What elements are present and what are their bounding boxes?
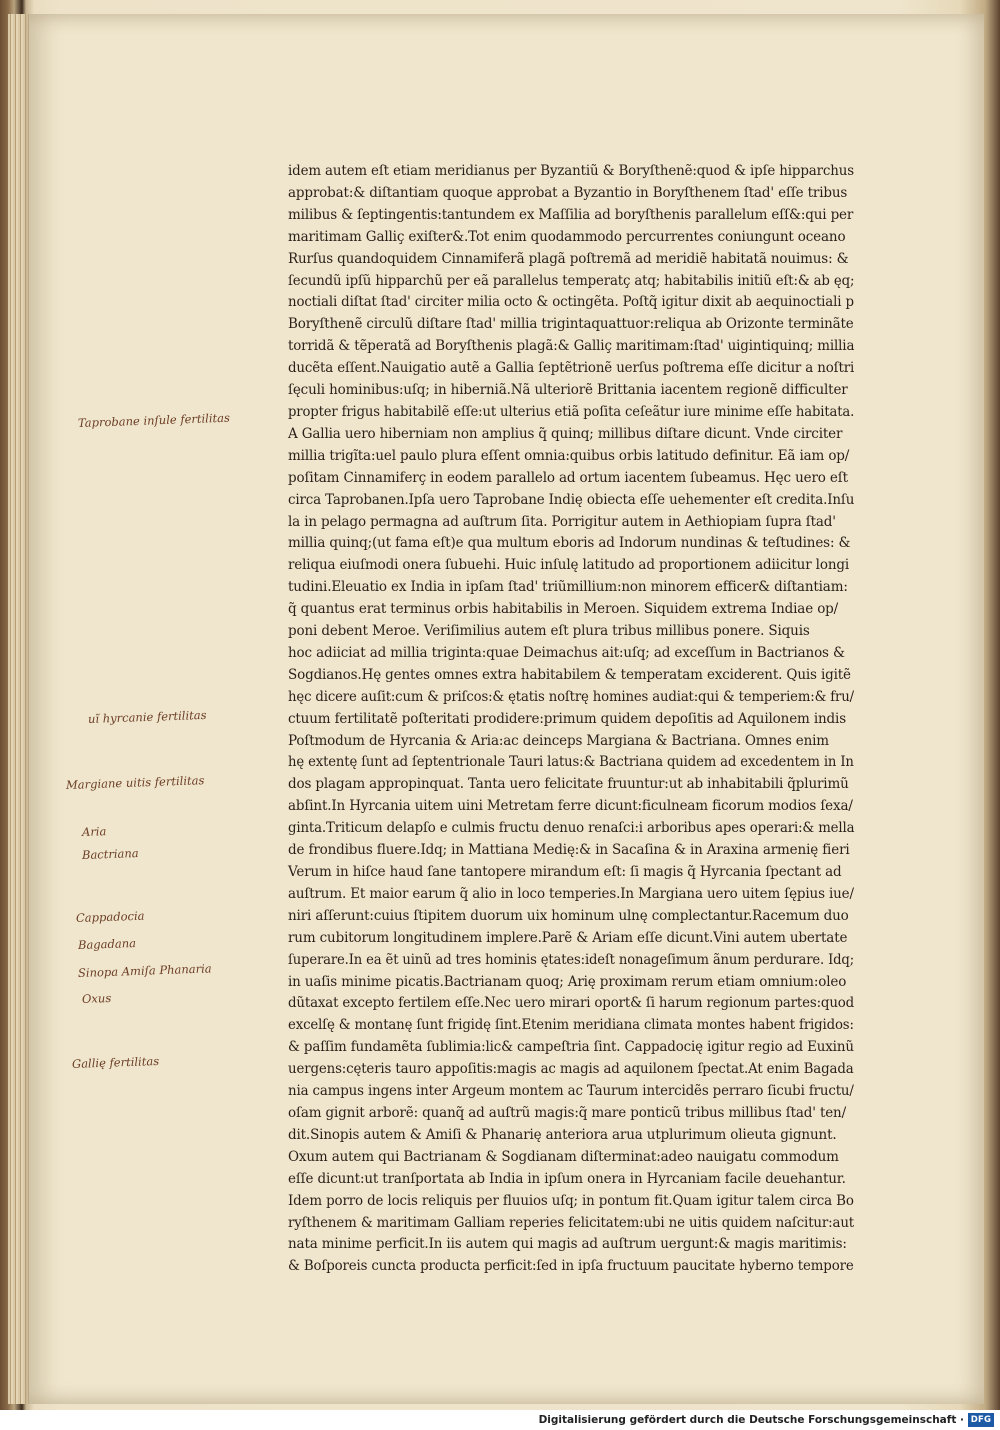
text-line: Oxum autem qui Bactrianam & Sogdianam diſterminat:adeo nauigatu commodum [288, 1148, 839, 1165]
text-line: dũtaxat excepto fertilem eſſe.Nec uero mirari oport& ſi harum regionum partes:quod [288, 995, 855, 1012]
text-line: hoc adiiciat ad millia triginta:quae Deimachus ait:uſq; ad exceſſum in Bactrianos & [288, 644, 845, 661]
text-line: dos plagam appropinquat. Tanta uero felicitate fruuntur:ut ab inhabitabili q̃plurimũ [288, 776, 849, 793]
page-edges [8, 14, 26, 1404]
margin-note-gallia: Gallię fertilitas [71, 1053, 160, 1071]
text-line: la in pelago permagna ad auſtrum ſita. Porrigitur autem in Aethiopiam ſupra ſtad' [288, 513, 836, 530]
text-line: & Boſporeis cuncta producta perficit:ſed in ipſa fructuum paucitate hyberno tempore [288, 1258, 854, 1275]
text-line: ſuperare.In ea ẽt uinũ ad tres hominis ętates:ideſt nonageſimum ãnum perdurare. Idq; [288, 951, 855, 968]
margin-note-hyrcania: uĩ hyrcanie fertilitas [87, 707, 207, 726]
text-line: circa Taprobanen.Ipſa uero Taprobane Indię obiecta eſſe uehementer eſt credita.Inſu [288, 491, 855, 508]
printed-text-block [288, 160, 854, 1277]
text-line: auſtrum. Et maior earum q̃ alio in loco temperies.In Margiana uero uitem ſępius iue/ [288, 885, 854, 902]
text-line: torridã & tẽperatã ad Boryſthenis plagã:& Galliç maritimam:ſtad' uigintiquinq; millia [288, 338, 855, 355]
text-line: hęc dicere auſit:cum & priſcos:& ętatis noſtrę homines audiat:qui & temperiem:& fru/ [288, 688, 854, 705]
text-line: ſecundũ ipſũ hipparchũ per eã parallelus temperatç atq; habitabilis initiũ eſt:& ab ęq; [288, 272, 855, 289]
margin-note-oxus: Oxus [81, 990, 112, 1006]
text-line: millia trigĩta:uel paulo plura eſſent omnia:quibus orbis latitudo definitur. Eã iam op/ [288, 447, 850, 464]
dfg-logo: DFG [968, 1413, 994, 1427]
text-line: maritimam Galliç exiſter&.Tot enim quodammodo percurrentes coniungunt oceano [288, 228, 846, 245]
text-line: Verum in hiſce haud ſane tantopere mirandum eſt: ſi magis q̃ Hyrcania ſpectant ad [288, 864, 842, 880]
text-line: abſint.In Hyrcania uitem uini Metretam ferre dicunt:ficulneam ficorum modios ſexa/ [288, 798, 853, 815]
text-line: ryſthenem & maritimam Galliam reperies felicitatem:ubi ne uitis quidem naſcitur:aut [288, 1214, 855, 1231]
text-line: idem autem eſt etiam meridianus per Byzantiũ & Boryſthenẽ:quod & ipſe hipparchus [288, 163, 854, 179]
text-line: nia campus ingens inter Argeum montem ac Taurum intercidẽs perraro ſicubi fructu/ [288, 1083, 854, 1100]
margin-note-bagadana: Bagadana [77, 935, 137, 952]
text-line: dit.Sinopis autem & Amiſi & Phanarię anteriora arua utplurimum olieuta gignunt. [288, 1126, 837, 1143]
text-line: Rurſus quandoquidem Cinnamiferã plagã poſtremã ad meridiẽ habitatã nouimus: & [288, 250, 849, 267]
text-line: de frondibus fluere.Idq; in Mattiana Medię:& in Sacaſina & in Araxina armenię fieri [288, 842, 850, 859]
text-line: nata minime perficit.In iis autem qui magis ad auſtrum uergunt:& magis maritimis: [288, 1236, 847, 1253]
text-line: niri aſſerunt:cuius ſtipitem duorum uix hominum ulnę complectantur.Racemum duo [288, 907, 849, 924]
text-line: Idem porro de locis reliquis per fluuios uſq; in pontum fit.Quam igitur talem circa Bo [288, 1192, 854, 1209]
text-line: milibus & ſeptingentis:tantundem ex Maſſilia ad boryſthenis parallelum eſſ&:qui per [288, 206, 854, 223]
text-line: in uaſis minime picatis.Bactrianam quoq; Arię proximam rerum etiam omnium:oleo [288, 973, 847, 990]
text-line: poni debent Meroe. Veriſimilius autem eſt plura tribus millibus ponere. Siquis [288, 623, 810, 640]
margin-note-margiana: Margiane uitis fertilitas [65, 773, 205, 792]
text-line: reliqua eiuſmodi onera ſubuehi. Huic inſulę latitudo ad proportionem adiicitur longi [288, 557, 850, 574]
text-line: Boryſthenẽ circulũ diſtare ſtad' millia trigintaquattuor:reliqua ab Orizonte terminãte [288, 316, 854, 333]
text-line: A Gallia uero hiberniam non amplius q̃ quinq; millibus diſtare dicunt. Vnde circiter [288, 425, 843, 442]
text-line: ginta.Triticum delapſo e culmis fructu denuo renaſci:i arboribus apes operari:& mella [288, 820, 855, 837]
text-line: rum cubitorum longitudinem implere.Parẽ & Ariam eſſe dicunt.Vini autem ubertate [288, 929, 848, 946]
text-line: tudini.Eleuatio ex India in ipſam ſtad' triũmillium:non minorem efficer& diſtantiam: [288, 579, 848, 596]
margin-note-taprobane: Taprobane inſule fertilitas [77, 410, 231, 430]
margin-note-cappadocia: Cappadocia [75, 908, 145, 925]
text-line: millia quinq;(ut fama eſt)e qua multum eboris ad Indorum nundinas & teſtudines: & [288, 535, 851, 552]
text-line: noctiali diſtat ſtad' circiter milia octo & octingẽta. Poſtq̃ igitur dixit ab aequinoctiali p [288, 294, 854, 311]
text-line: eſſe dicunt:ut tranſportata ab India in ipſum onera in Hyrcaniam facile deuehantur. [288, 1170, 846, 1187]
text-line: Sogdianos.Hę gentes omnes extra habitabilem & temperatam exciderent. Quis igitẽ [288, 666, 851, 683]
text-line: q̃ quantus erat terminus orbis habitabilis in Meroen. Siquidem extrema Indiae op/ [288, 601, 839, 618]
text-line: ſęculi hominibus:uſq; in hiberniã.Nã ulteriorẽ Brittania iacentem regionẽ difficulter [288, 382, 848, 399]
text-line: ctuum fertilitatẽ poſteritati prodidere:primum quidem depoſitis ad Aquilonem indis [288, 710, 846, 727]
margin-note-sinopa: Sinopa Amiſa Phanaria [77, 961, 212, 980]
margin-note-bactriana: Bactriana [81, 846, 139, 862]
text-line: oſam gignit arborẽ: quanq̃ ad auſtrũ magis:q̃ mare ponticũ tribus millibus ſtad' ten/ [288, 1104, 847, 1121]
text-line: poſitam Cinnamiferç in eodem parallelo ad ortum iacentem ſubeamus. Hęc uero eſt [288, 469, 848, 486]
text-line: excelſę & montanę ſunt frigidę ſint.Etenim meridiana climata montes habent frigidos: [288, 1017, 854, 1034]
text-line: approbat:& diſtantiam quoque approbat a Byzantio in Boryſthenem ſtad' eſſe tribus [288, 184, 848, 201]
text-line: hę extentę ſunt ad ſeptentrionale Tauri latus:& Bactriana quidem ad excedentem in In [288, 754, 854, 771]
footer-credit: Digitalisierung gefördert durch die Deutsche Forschungsgemeinschaft · [538, 1414, 964, 1426]
text-line: ducẽta eſſent.Nauigatio autẽ a Gallia ſeptẽtrionẽ uerſus poſtrema eſſe dicitur a noſtri [288, 360, 855, 377]
text-line: uergens:cęteris tauro appoſitis:magis ac magis ad aquilonem ſpectat.At enim Bagada [288, 1061, 854, 1078]
margin-note-aria: Aria [81, 824, 107, 839]
text-line: & paſſim fundamẽta ſublimia:lic& campeſtria ſint. Cappadocię igitur regio ad Euxinũ [288, 1039, 854, 1056]
text-line: propter frigus habitabilẽ eſſe:ut ulterius etiã poſita ceſeãtur iure minime eſſe habitata. [288, 403, 855, 420]
text-line: Poſtmodum de Hyrcania & Aria:ac deinceps Margiana & Bactriana. Omnes enim [288, 732, 829, 749]
footer-bar [0, 1410, 1000, 1430]
